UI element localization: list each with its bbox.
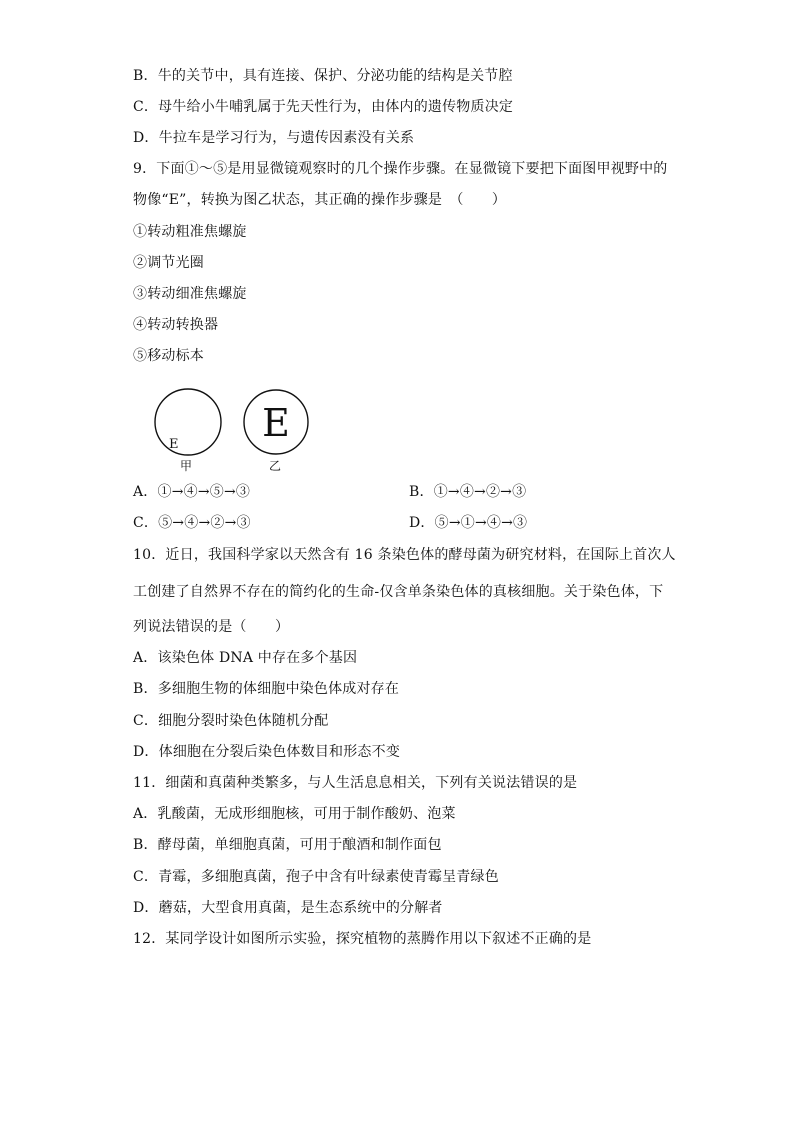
- q11-option-b: B．酵母菌，单细胞真菌，可用于酿酒和制作面包: [133, 837, 442, 853]
- q9-stem-line1: 9．下面①～⑤是用显微镜观察时的几个操作步骤。在显微镜下要把下面图甲视野中的: [133, 161, 668, 177]
- q9-step-5: ⑤移动标本: [133, 348, 204, 364]
- q11-option-c: C．青霉，多细胞真菌，孢子中含有叶绿素使青霉呈青绿色: [133, 869, 499, 885]
- q9-option-a: A．①→④→⑤→③: [133, 484, 251, 500]
- q11-option-a: A．乳酸菌，无成形细胞核，可用于制作酸奶、泡菜: [133, 806, 456, 822]
- q10-stem-line3: 列说法错误的是（ ）: [133, 619, 290, 635]
- q9-option-c: C．⑤→④→②→③: [133, 515, 251, 531]
- q9-option-b: B．①→④→②→③: [409, 484, 527, 500]
- field-jia-label: 甲: [180, 459, 193, 473]
- q10-option-c: C．细胞分裂时染色体随机分配: [133, 713, 329, 729]
- q10-option-a: A．该染色体 DNA 中存在多个基因: [133, 650, 358, 666]
- q9-step-4: ④转动转换器: [133, 317, 219, 333]
- q9-step-2: ②调节光圈: [133, 255, 204, 271]
- q11-option-d: D．蘑菇，大型食用真菌，是生态系统中的分解者: [133, 900, 443, 916]
- q8-option-d: D．牛拉车是学习行为，与遗传因素没有关系: [133, 130, 415, 146]
- q8-option-c: C．母牛给小牛哺乳属于先天性行为，由体内的遗传物质决定: [133, 99, 514, 115]
- field-yi-letter: E: [262, 401, 290, 445]
- q9-stem-line2: 物像“E”，转换为图乙状态，其正确的操作步骤是 （ ）: [133, 192, 507, 208]
- q11-stem: 11．细菌和真菌种类繁多，与人生活息息相关，下列有关说法错误的是: [133, 775, 578, 791]
- q12-stem: 12．某同学设计如图所示实验，探究植物的蒸腾作用以下叙述不正确的是: [133, 931, 592, 947]
- q10-option-d: D．体细胞在分裂后染色体数目和形态不变: [133, 744, 401, 760]
- field-jia-letter: E: [169, 437, 179, 452]
- q9-step-3: ③转动细准焦螺旋: [133, 286, 247, 302]
- q10-stem-line1: 10．近日，我国科学家以天然含有 16 条染色体的酵母菌为研究材料，在国际上首次人: [133, 547, 676, 563]
- q10-stem-line2: 工创建了自然界不存在的简约化的生命-仅含单条染色体的真核细胞。关于染色体，下: [133, 584, 664, 600]
- q9-option-d: D．⑤→①→④→③: [409, 515, 528, 531]
- field-jia-circle: [155, 389, 221, 455]
- field-yi-label: 乙: [269, 459, 282, 473]
- q9-step-1: ①转动粗准焦螺旋: [133, 224, 247, 240]
- q10-option-b: B．多细胞生物的体细胞中染色体成对存在: [133, 681, 400, 697]
- q8-option-b: B．牛的关节中，具有连接、保护、分泌功能的结构是关节腔: [133, 68, 513, 84]
